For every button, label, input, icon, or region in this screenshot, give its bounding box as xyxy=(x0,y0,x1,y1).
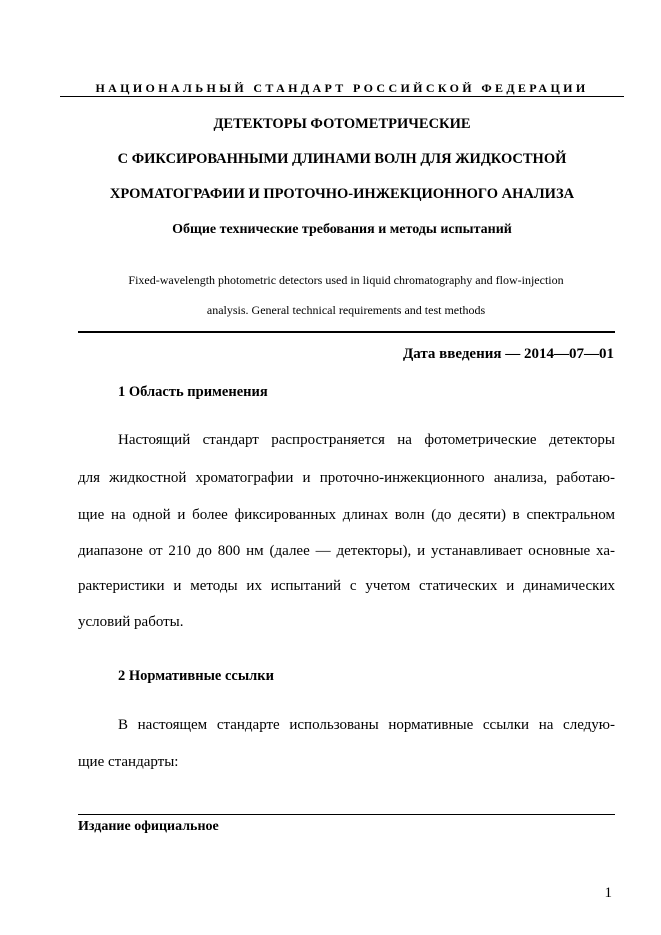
national-standard-header: НАЦИОНАЛЬНЫЙ СТАНДАРТ РОССИЙСКОЙ ФЕДЕРАЦИИ xyxy=(95,81,589,95)
section-1-text-line: Настоящий стандарт распространяется на фотометрические детекторы xyxy=(118,432,615,448)
header-rule xyxy=(60,96,624,97)
section-2-text-line: щие стандарты: xyxy=(78,754,179,770)
section-1-text-line: диапазоне от 210 до 800 нм (далее — детекторы), и устанавливает основные ха- xyxy=(78,543,615,559)
section-1-text-line: для жидкостной хроматографии и проточно-инжекционного анализа, работаю- xyxy=(78,470,615,486)
title-line-3: ХРОМАТОГРАФИИ И ПРОТОЧНО-ИНЖЕКЦИОННОГО АНАЛИЗА xyxy=(109,186,575,202)
footer-rule xyxy=(78,814,615,815)
english-title-line-2: analysis. General technical requirements and test methods xyxy=(206,303,486,317)
section-1-text-line: щие на одной и более фиксированных длинах волн (до десяти) в спектральном xyxy=(78,507,615,523)
official-edition-label: Издание официальное xyxy=(78,819,219,834)
title-line-1: ДЕТЕКТОРЫ ФОТОМЕТРИЧЕСКИЕ xyxy=(213,116,471,132)
section-1-text-line: рактеристики и методы их испытаний с учетом статических и динамических xyxy=(78,578,615,594)
title-line-2: С ФИКСИРОВАННЫМИ ДЛИНАМИ ВОЛН ДЛЯ ЖИДКОСТНОЙ xyxy=(117,151,567,167)
section-2-heading: 2 Нормативные ссылки xyxy=(118,668,274,684)
section-1-heading: 1 Область применения xyxy=(118,384,268,400)
english-title-line-1: Fixed-wavelength photometric detectors used in liquid chromatography and flow-injection xyxy=(128,273,564,287)
section-2-text-line: В настоящем стандарте использованы нормативные ссылки на следую- xyxy=(118,717,615,733)
section-1-text-line: условий работы. xyxy=(78,614,184,630)
document-subtitle: Общие технические требования и методы испытаний xyxy=(172,222,512,237)
page-number: 1 xyxy=(604,885,612,901)
introduction-date: Дата введения — 2014—07—01 xyxy=(402,346,614,362)
title-rule xyxy=(78,331,615,333)
